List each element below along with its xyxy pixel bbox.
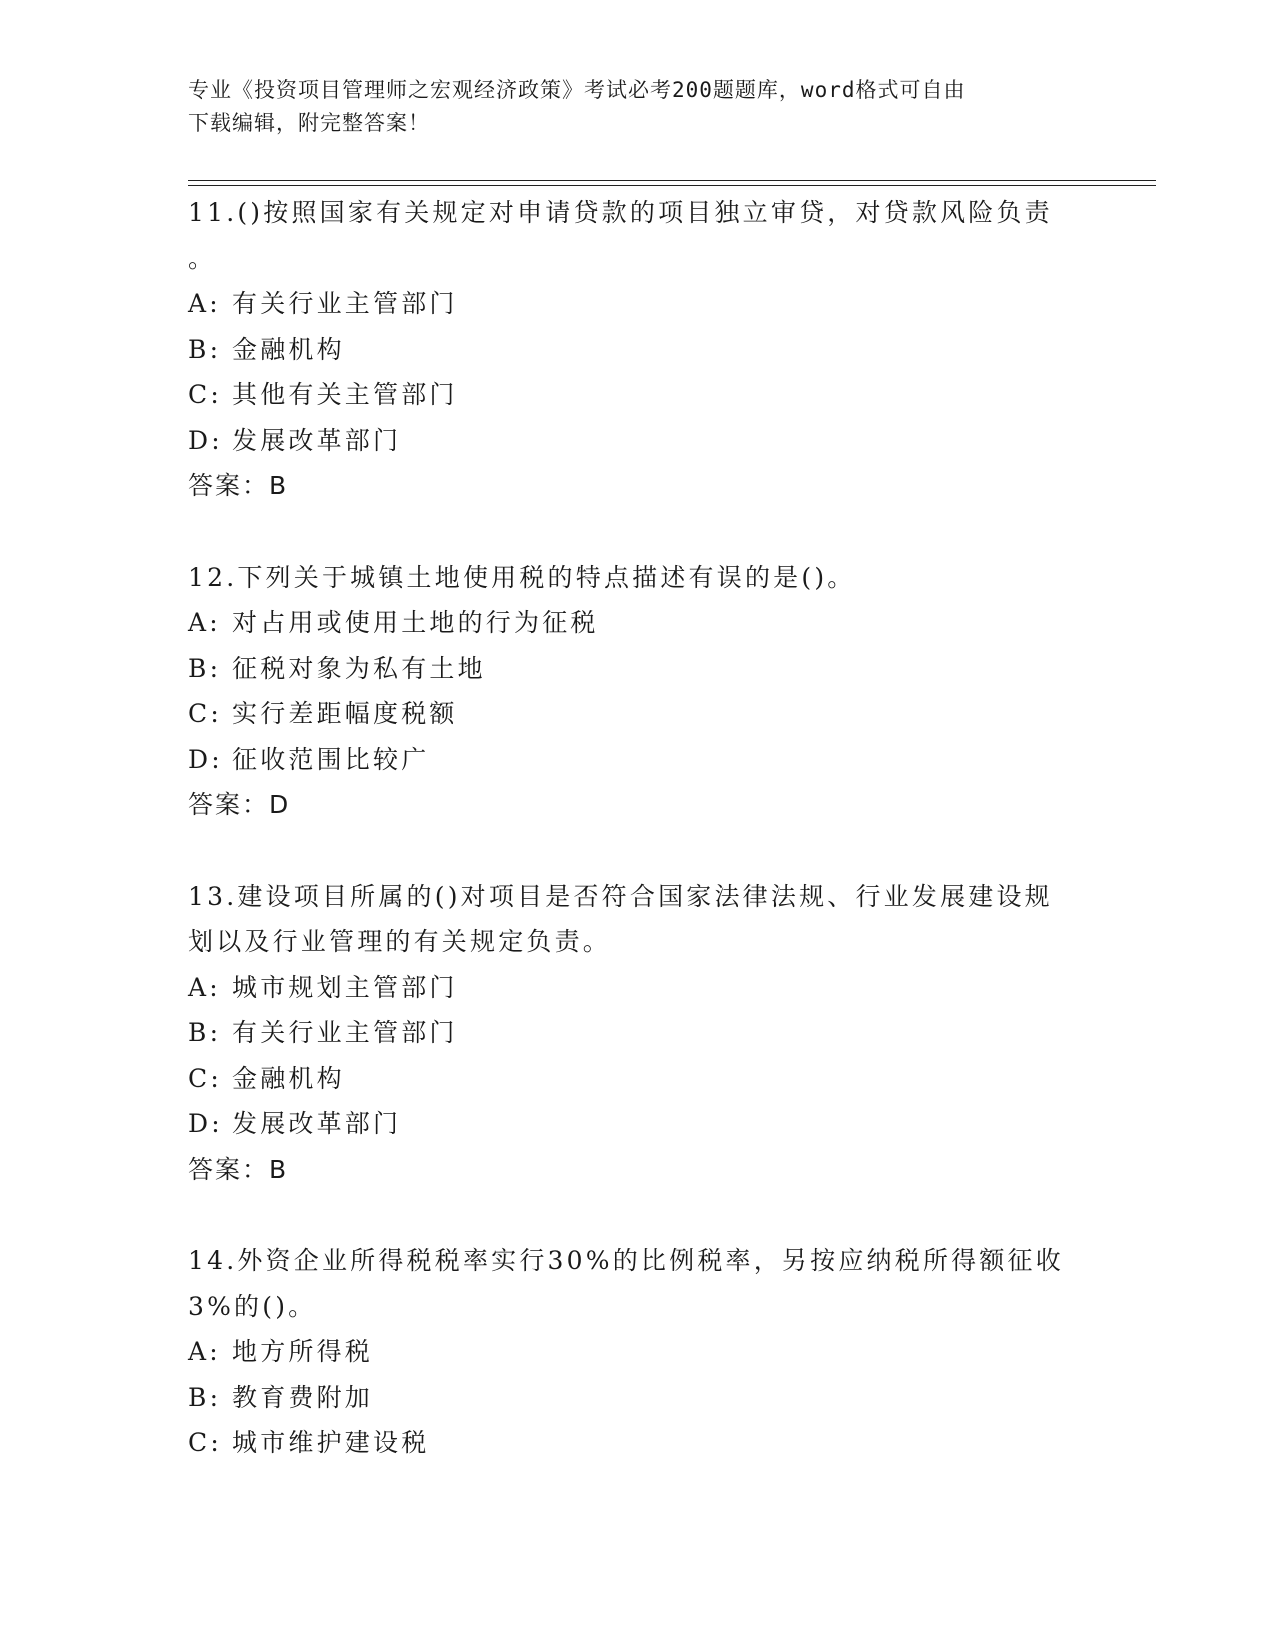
answer-option	[188, 1375, 1078, 1421]
answer-option	[188, 372, 1078, 418]
option-key: A:	[188, 1337, 221, 1366]
header-divider-bottom	[188, 185, 1156, 186]
header-line-2: 下载编辑，附完整答案！	[188, 111, 430, 135]
question-list	[188, 190, 1078, 1466]
option-key: B:	[188, 1018, 222, 1047]
option-text: 实行差距幅度税额	[232, 699, 458, 728]
option-text: 教育费附加	[232, 1382, 374, 1412]
option-key: D:	[188, 1109, 223, 1138]
answer-key: 答案：B	[188, 471, 289, 500]
option-text: 征税对象为私有土地	[232, 653, 486, 683]
answer-option	[188, 1010, 1078, 1056]
option-key: C:	[188, 1063, 222, 1093]
option-text: 有关行业主管部门	[232, 1018, 458, 1047]
question-stem-line: 3%的()。	[188, 1291, 317, 1321]
option-text: 征收范围比较广	[232, 744, 430, 774]
answer-key: 答案：D	[188, 790, 291, 819]
option-key: D:	[188, 744, 223, 774]
answer-option	[188, 418, 1078, 464]
question-stem-line: 14.外资企业所得税税率实行30%的比例税率，另按应纳税所得额征收	[188, 1246, 1064, 1275]
answer-key: 答案：B	[188, 1154, 289, 1184]
option-text: 其他有关主管部门	[232, 380, 458, 409]
answer-option	[188, 1056, 1078, 1102]
question-stem-line: 划以及行业管理的有关规定负责。	[188, 927, 612, 956]
option-text: 金融机构	[232, 334, 345, 364]
header-divider-top	[188, 180, 1156, 181]
option-key: C:	[188, 1428, 222, 1457]
question-stem-line: 。	[188, 243, 217, 273]
question-block	[188, 1238, 1078, 1466]
question-block	[188, 874, 1078, 1193]
question-block	[188, 190, 1078, 509]
option-text: 发展改革部门	[232, 1109, 402, 1138]
option-key: A:	[188, 289, 221, 318]
answer-option	[188, 646, 1078, 692]
answer-option	[188, 327, 1078, 373]
option-text: 地方所得税	[232, 1337, 374, 1366]
option-key: D:	[188, 425, 223, 455]
question-stem-line: 13.建设项目所属的()对项目是否符合国家法律法规、行业发展建设规	[188, 881, 1053, 911]
answer-option	[188, 600, 1078, 646]
option-key: B:	[188, 1382, 222, 1412]
option-key: C:	[188, 699, 222, 728]
question-spacer	[188, 828, 1078, 874]
answer-option	[188, 1420, 1078, 1466]
option-text: 有关行业主管部门	[232, 289, 458, 318]
option-text: 城市规划主管部门	[232, 972, 458, 1002]
option-key: A:	[188, 608, 221, 637]
header-line-1: 专业《投资项目管理师之宏观经济政策》考试必考200题题库，word格式可自由	[188, 78, 966, 102]
answer-option	[188, 691, 1078, 737]
option-text: 金融机构	[232, 1063, 345, 1093]
question-spacer	[188, 1192, 1078, 1238]
question-stem-line: 12.下列关于城镇土地使用税的特点描述有误的是()。	[188, 562, 856, 592]
question-spacer	[188, 509, 1078, 555]
option-key: B:	[188, 334, 222, 364]
question-stem-line: 11.()按照国家有关规定对申请贷款的项目独立审贷，对贷款风险负责	[188, 198, 1053, 227]
document-header	[188, 74, 1068, 140]
option-text: 发展改革部门	[232, 425, 402, 455]
option-text: 对占用或使用土地的行为征税	[232, 608, 599, 637]
answer-option	[188, 737, 1078, 783]
answer-option	[188, 965, 1078, 1011]
option-key: A:	[188, 972, 221, 1002]
option-text: 城市维护建设税	[232, 1428, 430, 1457]
answer-option	[188, 281, 1078, 327]
question-block	[188, 555, 1078, 828]
answer-option	[188, 1101, 1078, 1147]
option-key: B:	[188, 653, 222, 683]
answer-option	[188, 1329, 1078, 1375]
option-key: C:	[188, 380, 222, 409]
